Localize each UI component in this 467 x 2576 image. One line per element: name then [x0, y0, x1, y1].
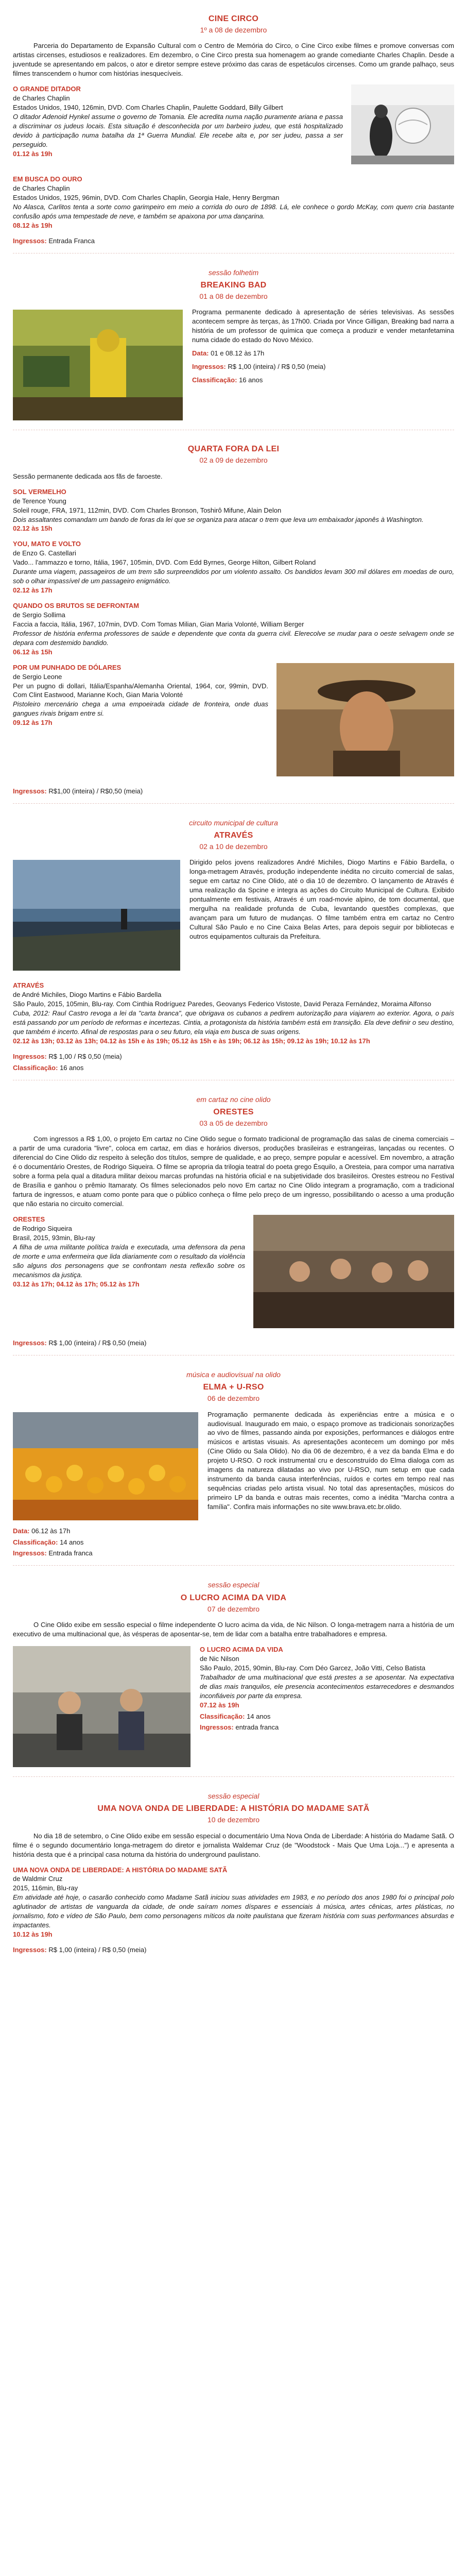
orestes-still	[253, 1215, 454, 1328]
section-title: CINE CIRCO	[208, 14, 259, 23]
film-entry	[13, 1215, 454, 1332]
film-title: O LUCRO ACIMA DA VIDA	[200, 1645, 283, 1653]
section-orestes	[13, 1080, 454, 1355]
film-title: QUANDO OS BRUTOS SE DEFRONTAM	[13, 602, 140, 610]
section-breaking-bad	[13, 253, 454, 431]
data-label: Data:	[13, 1527, 30, 1535]
elma-image	[13, 1412, 198, 1520]
section-date: 01 a 08 de dezembro	[199, 292, 268, 301]
ingressos-line	[13, 1549, 454, 1558]
ingressos-value: R$ 1,00 / R$ 0,50 (meia)	[48, 1052, 122, 1060]
ingressos-line	[13, 236, 454, 246]
breaking-bad-image	[13, 310, 183, 420]
data-line	[13, 1527, 454, 1536]
section-cine-circo	[13, 0, 454, 253]
film-tech: Estados Unidos, 1925, 96min, DVD. Com Charles Chaplin, Georgia Hale, Henry Bergman	[13, 194, 280, 202]
ingressos-label: Ingressos:	[13, 1052, 47, 1060]
film-director: de Terence Young	[13, 497, 66, 505]
classificacao-label: Classificação:	[192, 376, 237, 384]
film-tech: Faccia a faccia, Itália, 1967, 107min, DVD. Com Tomas Milian, Gian Maria Volonté, William Berger	[13, 620, 304, 628]
film-director: de Sergio Sollima	[13, 611, 65, 619]
film-tech: Per un pugno di dollari, Itália/Espanha/Alemanha Oriental, 1964, cor, 99min, DVD. Com Clint Eastwood, Marianne Koch, Gian Maria Volonté	[13, 682, 268, 699]
film-title: SOL VERMELHO	[13, 487, 66, 496]
film-synopsis: No Alasca, Carlitos tenta a sorte como garimpeiro em meio a corrida do ouro de 1898. Lá, ele conhece o gordo McKay, com quem cria bastante confusão após uma tempestade de neve, e também se apaixona por uma dançarina.	[13, 202, 454, 220]
section-date: 1º a 08 de dezembro	[200, 26, 267, 35]
classificacao-label: Classificação:	[200, 1712, 245, 1720]
section-title: BREAKING BAD	[200, 281, 267, 290]
section-lucro-acima-da-vida	[13, 1566, 454, 1777]
ingressos-label: Ingressos:	[13, 1338, 47, 1347]
classificacao-line	[200, 1712, 454, 1721]
film-director: de Rodrigo Siqueira	[13, 1224, 72, 1232]
film-tech: Brasil, 2015, 93min, Blu-ray	[13, 1233, 95, 1242]
film-still-grande-ditador	[351, 84, 454, 164]
film-tech: Soleil rouge, FRA, 1971, 112min, DVD. Com Charles Bronson, Toshirô Mifune, Alain Delon	[13, 506, 282, 514]
section-title: ELMA + U-RSO	[203, 1383, 264, 1392]
section-date: 07 de dezembro	[207, 1604, 260, 1613]
section-elma-ursso	[13, 1355, 454, 1566]
data-label: Data:	[192, 349, 209, 358]
film-entry	[13, 539, 454, 595]
section-intro: Parceria do Departamento de Expansão Cultural com o Centro de Memória do Circo, o Cine Circo exibe filmes e promove conversas com artistas circenses, estudiosos e realizadores. Em dezembro, o Cine Circo presta sua homenagem ao grande comediante Charles Chaplin. Desde a juventude se apresentando em palcos, o ator e diretor sempre esteve próximo das caras de espetáculos circenses. Como um grande palhaço, seus filmes transcendem o humor com histórias inesquecíveis.	[13, 42, 454, 78]
film-director: de Sergio Leone	[13, 672, 62, 681]
section-atraves	[13, 804, 454, 1080]
film-director: de Charles Chaplin	[13, 184, 70, 193]
film-entry	[200, 1645, 454, 1734]
ingressos-line	[13, 1052, 454, 1061]
ingressos-value: entrada franca	[235, 1723, 279, 1732]
film-title: POR UM PUNHADO DE DÓLARES	[13, 663, 122, 671]
film-entry	[13, 663, 454, 781]
section-description: Dirigido pelos jovens realizadores André Michiles, Diogo Martins e Fábio Bardella, o longa-metragem Através, produção independente inédita no circuito comercial de salas, segue em cartaz no Cine Olido, até o dia 10 de dezembro. O lançamento de Através é uma realização da Spcine e integra as ações do Circuito Municipal de Cultura. Exibido pontualmente em festivais, Através é um road-movie alpino, de tom documental, que mergulha na realidade profunda de Cuba, levantando questões complexas, que avançam para um futuro de mudanças. O filme também entra em cartaz no Centro Cultural São Paulo e no Cine Caixa Belas Artes, para depois seguir por bibliotecas e outros equipamentos culturais da Prefeitura.	[189, 858, 454, 940]
film-entry	[13, 601, 454, 657]
film-synopsis: Trabalhador de uma multinacional que está prestes a se aposentar. Na expectativa de dias mais tranquilos, ele presencia acontecimentos estarrecedores e desmandos inconfiáveis por parte da empresa.	[200, 1673, 454, 1700]
ingressos-label: Ingressos:	[13, 787, 47, 795]
section-description: Programação permanente dedicada às experiências entre a música e o audiovisual. Inaugurado em maio, o espaço promove as tradicionais sonorizações ao vivo de filmes, passando ainda por exposições, performances e diálogos entre músicos e artistas visuais. As apresentações acontecem um domingo por mês (Cine Olido ou Sala Olido). No dia 06 de dezembro, é a vez da banda Elma e do projeto U-RSO. O rock instrumental cru e desconstruído do Elma dialoga com as imagens da natureza dilatadas ao vivo por U-RSO, num setup em que cada instrumento da banda causa interferências, ruídos e cortes em tempo real nas sequências criadas pelo artista visual. No total das apresentações, músicos do primeiro LP da banda e outras mais recentes, como a inédita "Marcha contra a família". Confira mais informações no site www.brava.etc.br.olido.	[207, 1410, 454, 1511]
section-kicker: música e audiovisual na olido	[186, 1370, 281, 1379]
film-sessions: 09.12 às 17h	[13, 719, 53, 727]
film-sessions: 07.12 às 19h	[200, 1701, 239, 1709]
film-sessions: 02.12 às 17h	[13, 586, 53, 595]
film-director: de Waldmir Cruz	[13, 1875, 63, 1883]
film-entry	[13, 1866, 454, 1940]
ingressos-line	[13, 1945, 454, 1955]
ingressos-label: Ingressos:	[13, 236, 47, 245]
section-kicker: sessão especial	[207, 1791, 260, 1800]
section-date: 10 de dezembro	[207, 1816, 260, 1824]
ingressos-value: R$ 1,00 (inteira) / R$ 0,50 (meia)	[48, 1946, 147, 1954]
classificacao-line	[13, 1538, 454, 1547]
section-description: Programa permanente dedicado à apresentação de séries televisivas. As sessões acontecem sempre às terças, às 17h00. Criada por Vince Gilligan, Breaking bad narra a história de um professor de química que começa a produzir e vender metanfetamina numa cidade do estado do Novo México.	[192, 308, 454, 344]
film-entry	[13, 84, 454, 168]
data-value: 01 e 08.12 às 17h	[211, 349, 265, 358]
film-entry	[13, 981, 454, 1046]
atraves-still	[13, 860, 180, 971]
film-synopsis: Cuba, 2012: Raul Castro revoga a lei da "carta branca", que obrigava os cubanos a pedirem autorização para viajarem ao exterior. Agora, o país está passando por um período de reformas e incertezas. Cintia, a protagonista da história também está em transição. Ela deve definir o seu destino, que também é incerto. Afinal de respostas para o seu futuro, ela viaja em busca de suas origens.	[13, 1009, 454, 1036]
film-tech: Vado... l'ammazzo e torno, Itália, 1967, 105min, DVD. Com Edd Byrnes, George Hilton, Gilbert Roland	[13, 558, 316, 567]
section-nova-onda-liberdade	[13, 1777, 454, 1962]
film-tech: 2015, 116min, Blu-ray	[13, 1884, 78, 1892]
section-title: O LUCRO ACIMA DA VIDA	[180, 1593, 287, 1602]
film-sessions: 06.12 às 15h	[13, 648, 53, 656]
film-title: ATRAVÉS	[13, 981, 44, 990]
film-director: de Nic Nilson	[200, 1654, 239, 1663]
por-um-punhado-still	[276, 663, 454, 776]
classificacao-label: Classificação:	[13, 1538, 58, 1546]
film-synopsis: Professor de história enferma professores de saúde e dependente que conta da guerra civil. Elerecolve se mudar para o oeste selvagem onde se depara com destemido bandido.	[13, 629, 454, 647]
classificacao-label: Classificação:	[13, 1063, 58, 1072]
lucro-still	[13, 1646, 191, 1767]
ingressos-value: Entrada franca	[48, 1549, 93, 1557]
ingressos-label: Ingressos:	[13, 1946, 47, 1954]
section-intro: Sessão permanente dedicada aos fãs de faroeste.	[13, 472, 163, 480]
classificacao-value: 16 anos	[60, 1063, 84, 1072]
film-title: ORESTES	[13, 1215, 45, 1223]
lucro-image	[13, 1646, 191, 1767]
ingressos-label: Ingressos:	[13, 1549, 47, 1557]
section-date: 03 a 05 de dezembro	[199, 1119, 268, 1128]
classificacao-value: 14 anos	[60, 1538, 84, 1546]
film-synopsis: O ditador Adenoid Hynkel assume o governo de Tomania. Ele acredita numa nação puramente ariana e passa a discriminar os judeus locais. Esta situação é desconhecida por um barbeiro judeu, que está hospitalizado devido à participação numa batalha da 1ª Guerra Mundial. Ele recebe alta e, por ser judeu, passa a ser perseguido.	[13, 112, 343, 148]
film-entry	[13, 175, 454, 230]
section-kicker: sessão folhetim	[208, 268, 259, 277]
orestes-image	[253, 1215, 454, 1328]
section-kicker: circuito municipal de cultura	[189, 818, 278, 827]
film-sessions: 02.12 às 13h; 03.12 às 13h; 04.12 às 15h e às 19h; 05.12 às 15h e às 19h; 06.12 às 15h; 09.12 às 19h; 10.12 às 17h	[13, 1037, 370, 1045]
ingressos-value: Entrada Franca	[48, 236, 95, 245]
film-director: de Enzo G. Castellari	[13, 549, 76, 557]
atraves-image	[13, 860, 180, 971]
section-intro: No dia 18 de setembro, o Cine Olido exibe em sessão especial o documentário Uma Nova Onda de Liberdade: A história do Madame Satã. O filme é o segundo documentário longa-metragem do diretor e jornalista Waldemar Cruz (de "Woodstock - Mais Que Uma Loja...") e apresenta a história desta que é a principal casa noturna da história do underground paulistano.	[13, 1832, 454, 1858]
section-date: 02 a 10 de dezembro	[199, 842, 268, 851]
film-tech: São Paulo, 2015, 105min, Blu-ray. Com Cinthia Rodríguez Paredes, Geovanys Federico Vistoste, David Peraza Fernández, Moraima Alfonso	[13, 1000, 431, 1008]
section-title: ORESTES	[213, 1108, 254, 1117]
film-title: EM BUSCA DO OURO	[13, 175, 82, 183]
section-kicker: em cartaz no cine olido	[196, 1095, 271, 1104]
film-synopsis: Durante uma viagem, passageiros de um trem são surpreendidos por um violento assalto. Os bandidos levam 300 mil dólares em moedas de ouro, sob o olhar impassível de um passageiro enigmático.	[13, 568, 454, 585]
ingressos-line	[200, 1723, 454, 1732]
ingressos-value: R$ 1,00 (inteira) / R$ 0,50 (meia)	[228, 363, 326, 371]
film-tech: Estados Unidos, 1940, 126min, DVD. Com Charles Chaplin, Paulette Goddard, Billy Gilbert	[13, 104, 283, 112]
film-entry	[13, 487, 454, 534]
film-synopsis: Dois assaltantes comandam um bando de foras da lei que se organiza para atacar o trem que leva um embaixador japonês à Washington.	[13, 515, 424, 523]
ingressos-line	[13, 787, 454, 796]
section-kicker: sessão especial	[207, 1581, 260, 1589]
ingressos-label: Ingressos:	[192, 363, 226, 371]
film-sessions: 02.12 às 15h	[13, 524, 53, 533]
film-director: de André Michiles, Diogo Martins e Fábio Bardella	[13, 991, 162, 999]
section-title: UMA NOVA ONDA DE LIBERDADE: A HISTÓRIA DO MADAME SATÃ	[97, 1804, 370, 1814]
grande-ditador-image	[351, 84, 454, 164]
film-sessions: 08.12 às 19h	[13, 221, 53, 229]
elma-still	[13, 1412, 198, 1520]
ingressos-value: R$1,00 (inteira) / R$0,50 (meia)	[48, 787, 143, 795]
film-sessions: 10.12 às 19h	[13, 1930, 53, 1939]
film-sessions: 03.12 às 17h; 04.12 às 17h; 05.12 às 17h	[13, 1280, 140, 1288]
section-intro: Com ingressos a R$ 1,00, o projeto Em cartaz no Cine Olido segue o formato tradicional de programação das salas de cinema comerciais – a partir de uma curadoria "livre", coloca em cartaz, em dias e horários diversos, produções brasileiras e estrangeiras, lançadas ou recentes. O diferencial do Cine Olido diz respeito à seleção dos títulos, sempre de qualidade, e ao preço, sempre popular e acessível. Em novembro, a atração é o documentário Orestes, de Rodrigo Siqueira. O filme se apropria da trilogia teatral do poeta grego Ésquilo, a Oresteia, para compor uma narrativa sobre a forma pela qual a ditadura militar deixou marcas profundas na história oficial e na subjetividade dos brasileiros. Orestes estreou no Festival de Brasília e ganhou o prêmio Itamaraty. Os filmes selecionados pelo novo Em cartaz no Cine Olido integram a programação, com a tradicional fartura de ingressos, e atuam como ponte para que o público conheça o filme pelo preço de um ingresso, possibilitando o acesso a uma produção que não estaria no circuito comercial.	[13, 1135, 454, 1208]
film-synopsis: Em atividade até hoje, o casarão conhecido como Madame Satã iniciou suas atividades em 1983, e no período dos anos 1980 foi o principal polo aglutinador de artistas de vanguarda da cidade, de onde saíram nomes díspares e essenciais à música, artes cênicas, artes plásticas, no jornalismo, foto e vídeo de São Paulo, bem como personagens míticos da noite paulistana que fizeram história com suas performances absurdas e impactantes.	[13, 1893, 454, 1929]
por-um-punhado-image	[276, 663, 454, 776]
section-title: ATRAVÉS	[214, 831, 253, 840]
classificacao-value: 16 anos	[239, 376, 263, 384]
film-director: de Charles Chaplin	[13, 94, 70, 103]
classificacao-line	[13, 1063, 454, 1073]
section-date: 06 de dezembro	[207, 1394, 260, 1403]
section-title: QUARTA FORA DA LEI	[187, 445, 280, 454]
classificacao-value: 14 anos	[247, 1712, 271, 1720]
film-tech: São Paulo, 2015, 90min, Blu-ray. Com Déo Garcez, João Vitti, Celso Batista	[200, 1664, 426, 1672]
film-title: O GRANDE DITADOR	[13, 85, 81, 93]
ingressos-line	[13, 1338, 454, 1348]
data-value: 06.12 às 17h	[31, 1527, 71, 1535]
section-quarta-fora-da-lei	[13, 430, 454, 803]
section-date: 02 a 09 de dezembro	[199, 456, 268, 465]
ingressos-label: Ingressos:	[200, 1723, 234, 1732]
film-sessions: 01.12 às 19h	[13, 149, 53, 158]
breaking-bad-still	[13, 310, 183, 420]
section-intro: O Cine Olido exibe em sessão especial o filme independente O lucro acima da vida, de Nic Nilson. O longa-metragem narra a história de um executivo de uma multinacional que, às vésperas de aposentar-se, tem de lidar com a batalha entre trabalhadores e empresa.	[13, 1621, 454, 1638]
film-title: UMA NOVA ONDA DE LIBERDADE: A HISTÓRIA DO MADAME SATÃ	[13, 1866, 228, 1874]
film-synopsis: Pistoleiro mercenário chega a uma empoeirada cidade de fronteira, onde duas gangues rivais brigam entre si.	[13, 700, 268, 718]
film-synopsis: A filha de uma militante política traída e executada, uma defensora da pena de morte e uma enfermeira que lida diariamente com o resultado da violência são alguns dos personagens que se confrontam nesta reflexão sobre os mecanismos da justiça.	[13, 1243, 245, 1279]
film-title: YOU, MATO E VOLTO	[13, 540, 81, 548]
ingressos-value: R$ 1,00 (inteira) / R$ 0,50 (meia)	[48, 1338, 147, 1347]
